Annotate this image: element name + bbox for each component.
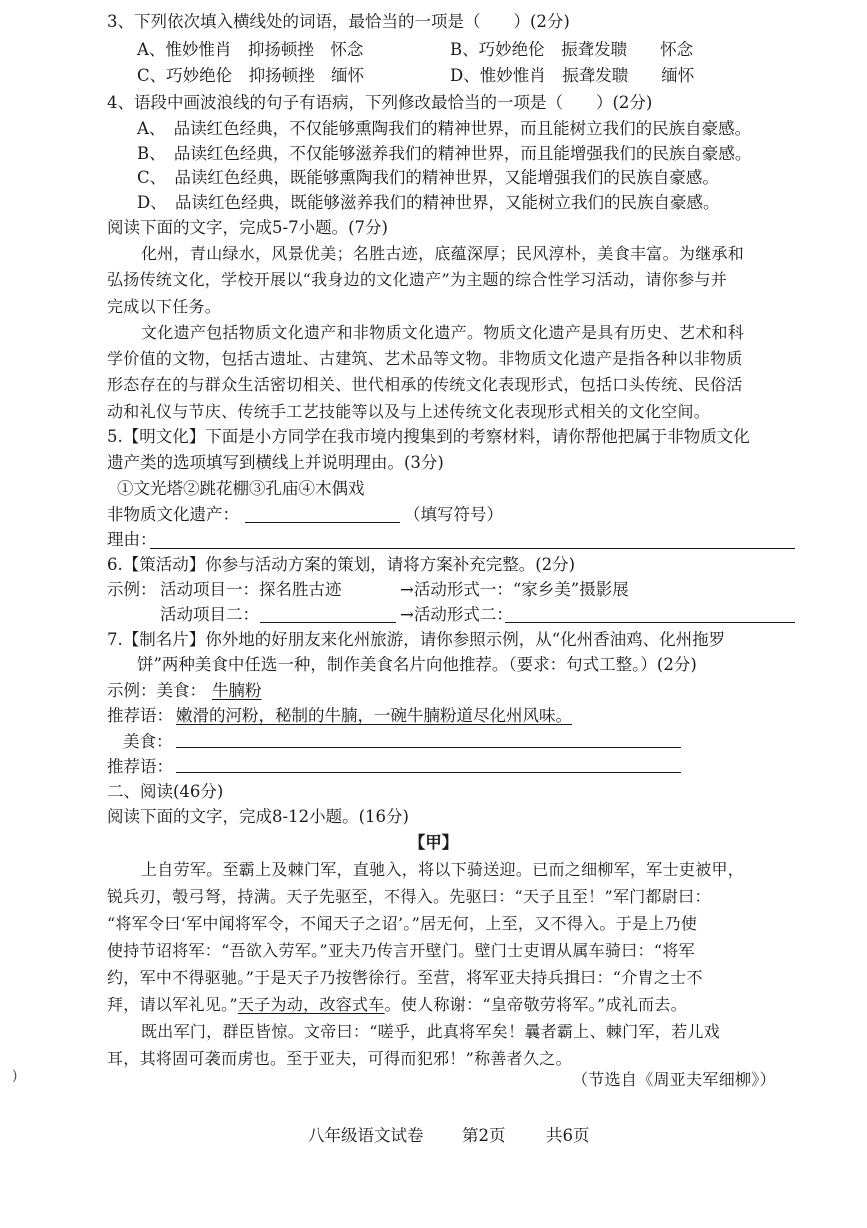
passage-line: 形态存在的与群众生活密切相关、世代相承的传统文化表现形式，包括口头传统、民俗活 — [107, 375, 743, 394]
q7-food-blank[interactable] — [176, 747, 681, 748]
q3-option-a: A、惟妙惟肖 抑扬顿挫 怀念 — [137, 40, 364, 59]
q6-item2: 活动项目二： — [160, 605, 259, 624]
footer-total: 共6页 — [546, 1126, 590, 1145]
section2-title: 二、阅读(46分) — [107, 782, 224, 801]
q4-option-c: C、 品读红色经典，既能够熏陶我们的精神世界，又能增强我们的民族自豪感。 — [137, 168, 719, 187]
passage-source: （节选自《周亚夫军细柳》） — [572, 1070, 776, 1089]
classical-line: “将军令曰‘军中闻将军令，不闻天子之诏’。”居无何，上至，又不得入。于是上乃使 — [107, 914, 698, 933]
q5-answer-blank[interactable] — [245, 522, 400, 523]
q5-stem: 5.【明文化】下面是小方同学在我市境内搜集到的考察材料，请你帮他把属于非物质文化 — [107, 427, 750, 446]
reading-intro: 阅读下面的文字，完成5-7小题。(7分) — [107, 218, 388, 237]
classical-line — [107, 993, 687, 1017]
q6-form2: →活动形式二： — [400, 605, 513, 624]
passage-line: 动和礼仪与节庆、传统手工艺技能等以及与上述传统文化表现形式相关的文化空间。 — [107, 402, 711, 421]
q3-stem: 3、下列依次填入横线处的词语，最恰当的一项是（ ）(2分) — [107, 12, 570, 31]
q5-reason-label: 理由： — [107, 530, 157, 549]
passage-jia-heading: 【甲】 — [408, 833, 459, 852]
classical-line: 锐兵刃，彀弓弩，持满。天子先驱至，不得入。先驱曰：“天子且至！”军门都尉曰： — [107, 887, 711, 906]
q7-example-label: 示例：美食： — [107, 681, 206, 700]
passage-line: 学价值的文物，包括古遗址、古建筑、艺术品等文物。非物质文化遗产是指各种以非物质 — [107, 349, 743, 368]
q3-option-b: B、巧妙绝伦 振聋发聩 怀念 — [450, 40, 694, 59]
q6-form2-blank[interactable] — [505, 622, 795, 623]
q4-option-b: B、 品读红色经典，不仅能够滋养我们的精神世界，而且能增强我们的民族自豪感。 — [137, 144, 752, 163]
q6-example-label: 示例： — [107, 580, 157, 599]
classical-line-part: 。使人称谢：“皇帝敬劳将军。”成礼而去。 — [384, 995, 687, 1014]
q6-item1: 活动项目一：探名胜古迹 — [160, 580, 342, 599]
q7-rec-blank[interactable] — [176, 772, 681, 773]
q7-rec-label: 推荐语： — [107, 757, 173, 776]
classical-line: 使持节诏将军：“吾欲入劳军。”亚夫乃传言开壁门。壁门士吏谓从属车骑曰：“将军 — [107, 941, 695, 960]
passage-line: 化州，青山绿水，风景优美；名胜古迹，底蕴深厚；民风淳朴，美食丰富。为继承和 — [141, 244, 745, 263]
q5-reason-blank[interactable] — [150, 548, 795, 549]
footer-page: 第2页 — [462, 1126, 506, 1145]
q5-hint: （填写符号） — [404, 505, 503, 524]
q3-option-d: D、惟妙惟肖 振聋发聩 缅怀 — [450, 66, 695, 85]
q7-example-rec-label: 推荐语： — [107, 706, 173, 725]
q7-food-label: 美食： — [123, 732, 173, 751]
q7-stem: 饼”两种美食中任选一种，制作美食名片向他推荐。（要求：句式工整。）(2分) — [137, 655, 697, 674]
classical-line: 约，军中不得驱驰。”于是天子乃按辔徐行。至营，将军亚夫持兵揖曰：“介胄之士不 — [107, 968, 703, 987]
passage-line: 完成以下任务。 — [107, 297, 222, 316]
classical-line: 既出军门，群臣皆惊。文帝曰：“嗟乎，此真将军矣！曩者霸上、棘门军，若儿戏 — [141, 1022, 720, 1041]
classical-line-part: 拜，请以军礼见。” — [107, 995, 238, 1014]
q6-stem: 6.【策活动】你参与活动方案的策划，请将方案补充完整。(2分) — [107, 555, 576, 574]
q5-answer-label: 非物质文化遗产： — [107, 505, 239, 524]
q3-option-c: C、巧妙绝伦 抑扬顿挫 缅怀 — [137, 66, 365, 85]
passage-line: 文化遗产包括物质文化遗产和非物质文化遗产。物质文化遗产是具有历史、艺术和科 — [141, 323, 745, 342]
q5-stem: 遗产类的选项填写到横线上并说明理由。(3分) — [107, 453, 444, 472]
q5-items: ①文光塔②跳花棚③孔庙④木偶戏 — [117, 479, 365, 498]
section2-intro: 阅读下面的文字，完成8-12小题。(16分) — [107, 807, 409, 826]
q4-option-a: A、 品读红色经典，不仅能够熏陶我们的精神世界，而且能树立我们的民族自豪感。 — [137, 119, 752, 138]
classical-line: 上自劳军。至霸上及棘门军，直驰入，将以下骑送迎。已而之细柳军，军士吏被甲， — [141, 860, 745, 879]
passage-line: 弘扬传统文化，学校开展以“我身边的文化遗产”为主题的综合性学习活动，请你参与并 — [107, 270, 728, 289]
q7-stem: 7.【制名片】你外地的好朋友来化州旅游，请你参照示例，从“化州香油鸡、化州拖罗 — [107, 630, 726, 649]
footer-title: 八年级语文试卷 — [308, 1126, 424, 1145]
q4-stem: 4、语段中画波浪线的句子有语病，下列修改最恰当的一项是（ ）(2分) — [107, 93, 653, 112]
margin-mark: ) — [12, 1068, 18, 1084]
underlined-phrase: 天子为动，改容式车 — [237, 995, 385, 1014]
q7-example-rec: 嫩滑的河粉，秘制的牛腩，一碗牛腩粉道尽化州风味。 — [176, 706, 572, 725]
q4-option-d: D、 品读红色经典，既能够滋养我们的精神世界，又能树立我们的民族自豪感。 — [137, 193, 720, 212]
q7-example-food: 牛腩粉 — [212, 681, 262, 700]
q6-item2-blank[interactable] — [260, 622, 396, 623]
q6-form1: →活动形式一：“家乡美”摄影展 — [400, 580, 629, 599]
classical-line: 耳，其将固可袭而虏也。至于亚夫，可得而犯邪！”称善者久之。 — [107, 1049, 572, 1068]
